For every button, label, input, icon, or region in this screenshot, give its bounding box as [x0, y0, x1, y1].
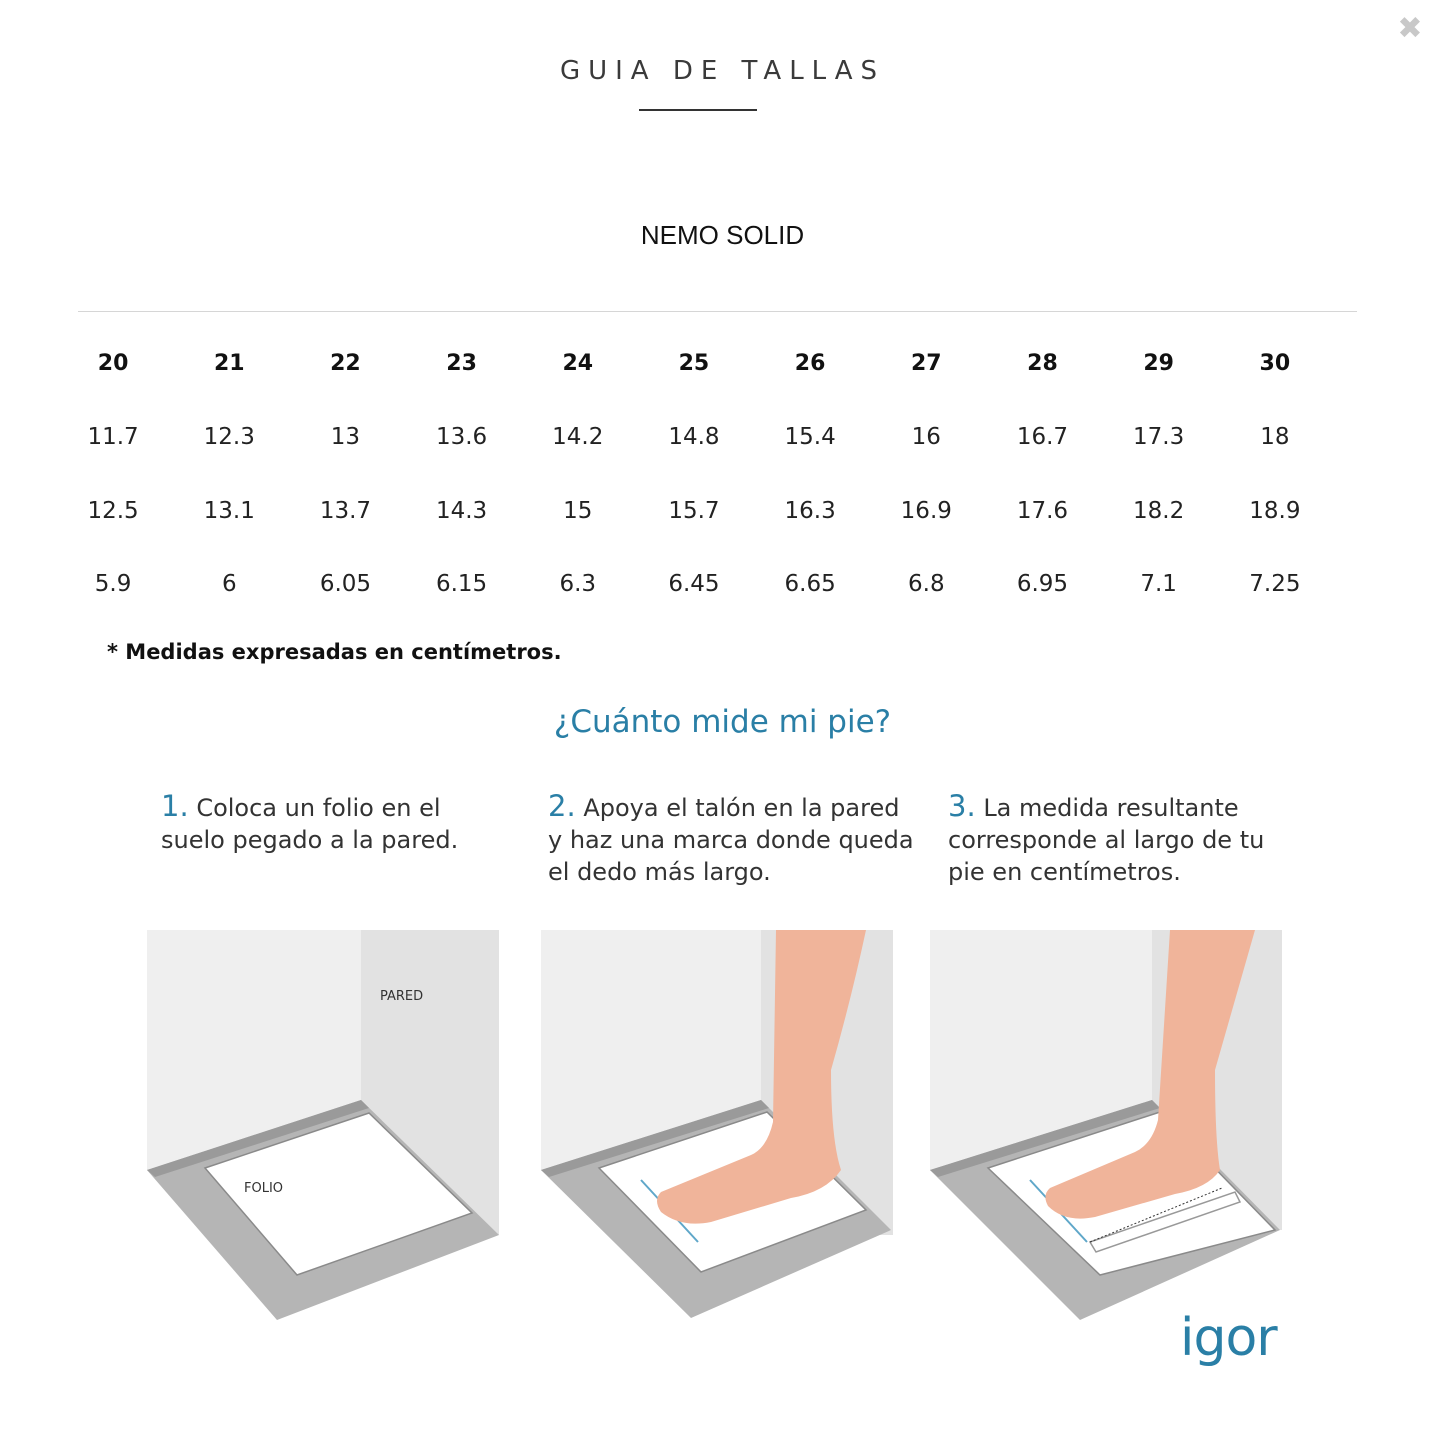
table-cell: 14.2 — [552, 424, 604, 451]
step-1-illustration — [147, 930, 499, 1322]
table-cell: 13.1 — [203, 497, 255, 524]
size-header-row — [55, 327, 1333, 401]
table-cell: 17.6 — [1016, 497, 1069, 524]
divider — [78, 311, 1357, 312]
table-cell: 6.05 — [319, 571, 372, 598]
table-cell: 6.65 — [784, 571, 836, 598]
step-1 — [161, 790, 491, 856]
table-cell: 18.2 — [1133, 497, 1185, 524]
guide-title: ¿Cuánto mide mi pie? — [553, 704, 892, 740]
size-header-cell: 22 — [330, 351, 361, 377]
table-cell: 11.7 — [87, 424, 139, 451]
table-cell: 6.95 — [1016, 571, 1069, 598]
step-text: Coloca un folio en el suelo pegado a la pared. — [161, 794, 459, 854]
table-cell: 17.3 — [1133, 424, 1185, 451]
table-cell: 13.7 — [319, 497, 372, 524]
step-2 — [548, 790, 918, 888]
step-text: Apoya el talón en la pared y haz una marca donde queda el dedo más largo. — [548, 794, 914, 886]
page-title: GUIA DE TALLAS — [559, 56, 886, 86]
size-table — [55, 327, 1333, 621]
table-cell: 16 — [911, 424, 941, 451]
size-header-cell: 28 — [1027, 351, 1058, 377]
table-cell: 7.25 — [1249, 571, 1301, 598]
table-cell: 16.3 — [784, 497, 836, 524]
table-cell: 6.45 — [668, 571, 720, 598]
table-cell: 16.7 — [1016, 424, 1069, 451]
table-row — [55, 474, 1333, 548]
close-icon[interactable]: ✖ — [1397, 11, 1423, 46]
table-cell: 15 — [563, 497, 593, 524]
size-header-cell: 23 — [446, 351, 477, 377]
table-cell: 12.5 — [87, 497, 139, 524]
table-cell: 6.8 — [908, 571, 945, 598]
step-number: 2. — [548, 789, 576, 823]
table-cell: 18.9 — [1249, 497, 1301, 524]
size-header-cell: 30 — [1259, 351, 1291, 377]
table-cell: 12.3 — [203, 424, 255, 451]
table-cell: 16.9 — [900, 497, 952, 524]
step-2-illustration — [541, 930, 893, 1322]
table-cell: 13.6 — [435, 424, 488, 451]
brand-logo: igor — [1180, 1308, 1277, 1368]
units-note: * Medidas expresadas en centímetros. — [107, 640, 562, 664]
table-cell: 14.3 — [435, 497, 488, 524]
size-header-cell: 21 — [213, 351, 245, 377]
title-underline — [639, 109, 757, 111]
wall-label: PARED — [380, 989, 424, 1004]
table-cell: 13 — [330, 424, 361, 451]
table-cell: 15.7 — [668, 497, 720, 524]
step-3-illustration — [930, 930, 1282, 1322]
table-cell: 6 — [221, 571, 237, 598]
table-cell: 6.3 — [559, 571, 597, 598]
table-row — [55, 548, 1333, 622]
step-text: La medida resultante corresponde al largo de tu pie en centímetros. — [948, 794, 1265, 886]
size-header-cell: 25 — [678, 351, 710, 377]
size-header-cell: 29 — [1143, 351, 1174, 377]
size-header-cell: 26 — [794, 351, 826, 377]
table-cell: 7.1 — [1140, 571, 1177, 598]
step-number: 1. — [161, 789, 189, 823]
sheet-label: FOLIO — [244, 1181, 284, 1196]
table-cell: 14.8 — [668, 424, 720, 451]
table-row — [55, 401, 1333, 475]
step-3 — [948, 790, 1288, 888]
size-header-cell: 24 — [562, 351, 594, 377]
table-cell: 15.4 — [784, 424, 836, 451]
step-number: 3. — [948, 789, 976, 823]
size-header-cell: 20 — [97, 351, 129, 377]
size-header-cell: 27 — [910, 351, 942, 377]
table-cell: 18 — [1260, 424, 1290, 451]
product-name: NEMO SOLID — [640, 220, 805, 250]
table-cell: 5.9 — [94, 571, 132, 598]
table-cell: 6.15 — [435, 571, 488, 598]
